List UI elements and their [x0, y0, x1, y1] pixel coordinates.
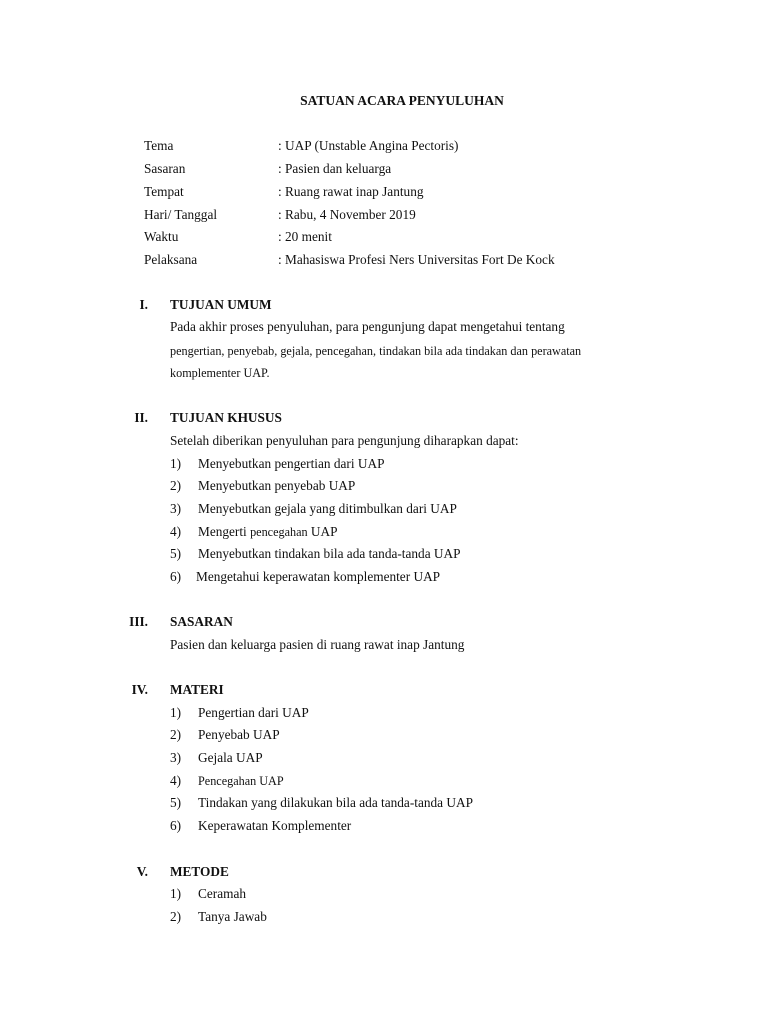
list-item-number: 2) — [170, 478, 182, 493]
info-label: Sasaran — [144, 161, 186, 176]
info-row-pelaksana — [0, 253, 768, 271]
section-title-materi: MATERI — [170, 682, 224, 697]
list-item-number: 6) — [170, 569, 182, 584]
list-item-number: 4) — [170, 524, 182, 539]
info-label: Hari/ Tanggal — [144, 207, 218, 222]
section-title-tujuan-umum: TUJUAN UMUM — [170, 297, 272, 312]
list-item: Menyebutkan tindakan bila ada tanda-tanda UAP — [198, 546, 461, 561]
list-item-number: 6) — [170, 818, 182, 833]
list-item: Pengertian dari UAP — [198, 705, 309, 720]
list-item-text: Mengerti — [198, 524, 251, 539]
list-item: Ceramah — [198, 886, 246, 901]
list-item-number: 5) — [170, 795, 182, 810]
list-item-number: 1) — [170, 456, 182, 471]
list-item-number: 2) — [170, 727, 182, 742]
list-item-number: 3) — [170, 501, 182, 516]
section-number: V. — [136, 864, 148, 879]
list-item: Pencegahan UAP — [198, 774, 284, 788]
paragraph-line: Pada akhir proses penyuluhan, para pengunjung dapat mengetahui tentang — [170, 319, 565, 334]
list-item — [198, 525, 338, 538]
section-number: II. — [134, 410, 148, 425]
list-item-number: 1) — [170, 705, 182, 720]
list-item-number: 1) — [170, 886, 182, 901]
section-title-metode: METODE — [170, 864, 229, 879]
list-item-text: UAP — [307, 524, 338, 539]
list-item: Keperawatan Komplementer — [198, 818, 352, 833]
info-row-waktu — [0, 230, 768, 248]
list-item-text: pencegahan — [250, 525, 308, 539]
paragraph-line: komplementer UAP. — [170, 366, 270, 380]
paragraph-line: pengertian, penyebab, gejala, pencegahan, tindakan bila ada tindakan dan perawatan — [170, 344, 582, 358]
section-number: III. — [129, 614, 148, 629]
info-label: Tema — [144, 138, 174, 153]
list-item: Tindakan yang dilakukan bila ada tanda-tanda UAP — [198, 795, 473, 810]
info-value: : UAP (Unstable Angina Pectoris) — [278, 138, 459, 153]
section-title-sasaran: SASARAN — [170, 614, 233, 629]
info-row-sasaran — [0, 162, 768, 180]
info-value: : Mahasiswa Profesi Ners Universitas Fort De Kock — [278, 252, 555, 267]
info-value: : Pasien dan keluarga — [278, 161, 392, 176]
list-item: Mengetahui keperawatan komplementer UAP — [196, 569, 441, 584]
list-item-number: 5) — [170, 546, 182, 561]
section-title-tujuan-khusus: TUJUAN KHUSUS — [170, 410, 282, 425]
list-item: Menyebutkan gejala yang ditimbulkan dari UAP — [198, 501, 457, 516]
section-number: IV. — [131, 682, 148, 697]
info-label: Waktu — [144, 229, 179, 244]
list-item: Gejala UAP — [198, 750, 263, 765]
list-item-number: 4) — [170, 773, 182, 788]
list-item: Penyebab UAP — [198, 727, 280, 742]
document-title: SATUAN ACARA PENYULUHAN — [300, 93, 504, 108]
list-item: Tanya Jawab — [198, 909, 267, 924]
section-text: Pasien dan keluarga pasien di ruang rawat inap Jantung — [170, 637, 465, 652]
section-number: I. — [139, 297, 148, 312]
info-value: : Rabu, 4 November 2019 — [278, 207, 416, 222]
info-row-hari-tanggal — [0, 208, 768, 226]
list-item: Menyebutkan penyebab UAP — [198, 478, 356, 493]
info-row-tema — [0, 139, 768, 157]
section-intro: Setelah diberikan penyuluhan para pengunjung diharapkan dapat: — [170, 433, 519, 448]
list-item-number: 3) — [170, 750, 182, 765]
list-item-number: 2) — [170, 909, 182, 924]
list-item: Menyebutkan pengertian dari UAP — [198, 456, 385, 471]
info-row-tempat — [0, 185, 768, 203]
info-value: : 20 menit — [278, 229, 332, 244]
info-label: Pelaksana — [144, 252, 198, 267]
info-label: Tempat — [144, 184, 184, 199]
info-value: : Ruang rawat inap Jantung — [278, 184, 424, 199]
